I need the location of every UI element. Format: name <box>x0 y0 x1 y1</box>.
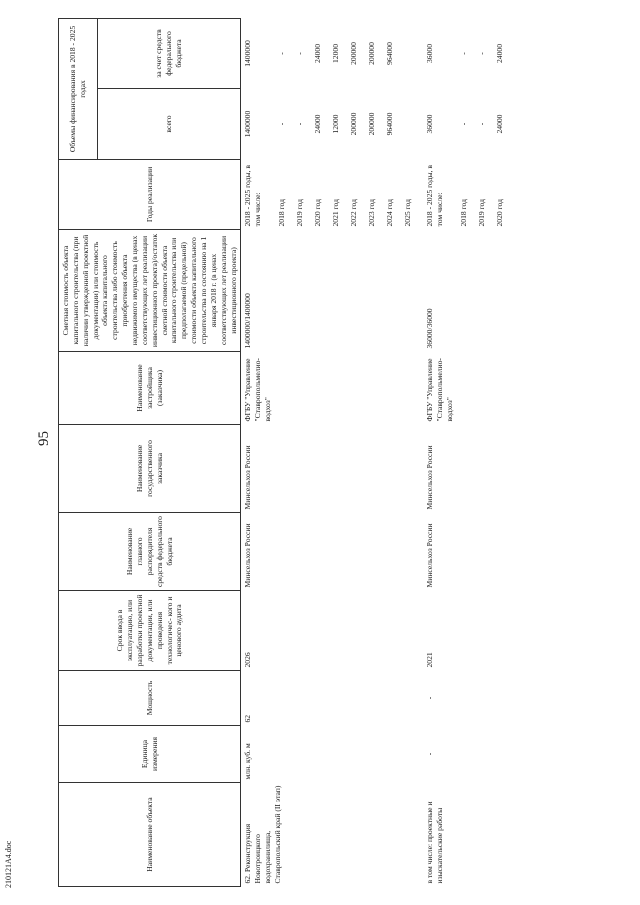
federal-value: 200000 <box>367 42 377 65</box>
row-unit: - <box>425 752 435 756</box>
header-deadline: Срок ввода в эксплуатацию, или разработки проектной документации, или проведения технологичес- кого и ценового аудита <box>59 591 241 671</box>
row-customer: Минсельхоз России <box>243 445 253 510</box>
total-value: 24000 <box>495 114 505 134</box>
header-unit: Единица измерения <box>59 726 241 783</box>
total-value: - <box>295 122 305 126</box>
row-deadline: 2026 <box>243 652 253 668</box>
row-years <box>241 160 424 230</box>
header-customer: Наименование государственного заказчика <box>59 425 241 513</box>
year-item: 2018 - 2025 годы, в том числе: <box>243 165 263 227</box>
investment-table <box>58 18 515 887</box>
federal-value: - <box>477 52 487 55</box>
year-item: 2025 год <box>403 199 413 227</box>
row-cost: 1400000/1400000 <box>243 293 253 349</box>
federal-value: 12000 <box>331 44 341 63</box>
year-item: 2019 год <box>295 199 305 227</box>
total-value: - <box>459 122 469 126</box>
federal-value: - <box>277 52 287 55</box>
header-object: Наименование объекта <box>59 783 241 887</box>
row-unit: млн. куб. м <box>243 743 253 780</box>
header-developer: Наименование застройщика (заказчика) <box>59 352 241 425</box>
total-value: - <box>277 122 287 126</box>
total-value <box>403 92 421 157</box>
federal-value: 964000 <box>385 42 395 65</box>
year-item: 2021 год <box>331 199 341 227</box>
total-value: 964000 <box>385 112 395 136</box>
year-item: 2020 год <box>495 199 505 227</box>
total-value: 200000 <box>367 112 377 136</box>
row-developer: ФГБУ "Управление "Ставропольмелио- водхоз" <box>425 358 455 422</box>
year-item: 2018 год <box>277 199 287 227</box>
row-total <box>423 89 515 160</box>
row-years <box>423 160 515 230</box>
year-item: 2023 год <box>367 199 377 227</box>
total-value: 200000 <box>349 112 359 136</box>
federal-value: 200000 <box>349 42 359 65</box>
row-developer: ФГБУ "Управление "Ставропольмелио- водхоз" <box>243 358 273 422</box>
year-item: 2022 год <box>349 199 359 227</box>
header-years: Годы реализации <box>59 160 241 230</box>
total-value: 36000 <box>425 114 435 134</box>
header-cost: Сметная стоимость объекта капитального строительства (при наличии утвержденной проектной документации) или стоимость объекта капитального строительства либо стоимость приобретения объекта недвижимого имущества (в ценах соответствующих лет реализации инвестиционного проекта)/остаток сметной стоимости объекта капитального строительства или предполагаемой (предельной) стоимости объекта капитального строительства по состоянию на 1 января 2018 г. (в ценах соответствующих лет реализации инвестиционного проекта) <box>59 230 241 352</box>
year-item: 2020 год <box>313 199 323 227</box>
row-object-cell <box>423 783 515 887</box>
federal-value: 36000 <box>425 44 435 63</box>
federal-value: - <box>295 52 305 55</box>
header-capacity: Мощность <box>59 671 241 726</box>
row-object-cell <box>241 783 424 887</box>
row-object: в том числе: проектные и изыскательские работы <box>425 801 445 884</box>
header-main-manager: Наименование главного распорядителя средств федерального бюджета <box>59 513 241 591</box>
table-row <box>423 18 515 886</box>
total-value: 24000 <box>313 114 323 134</box>
row-federal <box>423 18 515 88</box>
year-item: 2018 год <box>459 199 469 227</box>
federal-value: 24000 <box>495 44 505 63</box>
total-value: - <box>477 122 487 126</box>
header-total: всего <box>97 89 241 160</box>
row-cost: 36000/36000 <box>425 308 435 349</box>
federal-value: - <box>459 52 469 55</box>
federal-value: 24000 <box>313 44 323 63</box>
footer-filename: 210121A4.doc <box>4 840 13 888</box>
row-object: Реконструкция Новотроицкого водохранилища, Ставропольский край (II этап) <box>243 785 283 884</box>
total-value: 12000 <box>331 114 341 134</box>
total-value: 1400000 <box>243 110 253 138</box>
row-customer: Минсельхоз России <box>425 445 435 510</box>
rotated-table-area <box>58 19 580 887</box>
header-federal: за счет средств федерального бюджета <box>97 18 241 88</box>
year-item: 2024 год <box>385 199 395 227</box>
row-capacity: - <box>425 696 435 700</box>
header-funding: Объемы финансирования в 2018 - 2025 годах <box>59 18 98 159</box>
page-number: 95 <box>36 431 52 446</box>
row-capacity: 62 <box>243 714 253 723</box>
row-federal <box>241 18 424 88</box>
federal-value <box>403 21 421 85</box>
year-item: 2018 - 2025 годы, в том числе: <box>425 165 445 227</box>
row-number: 62. <box>243 874 253 884</box>
row-total <box>241 89 424 160</box>
table-row <box>241 18 424 886</box>
row-main-manager: Минсельхоз России <box>243 523 253 588</box>
year-item: 2019 год <box>477 199 487 227</box>
row-deadline: 2021 <box>425 652 435 668</box>
row-main-manager: Минсельхоз России <box>425 523 435 588</box>
federal-value: 1400000 <box>243 40 253 67</box>
